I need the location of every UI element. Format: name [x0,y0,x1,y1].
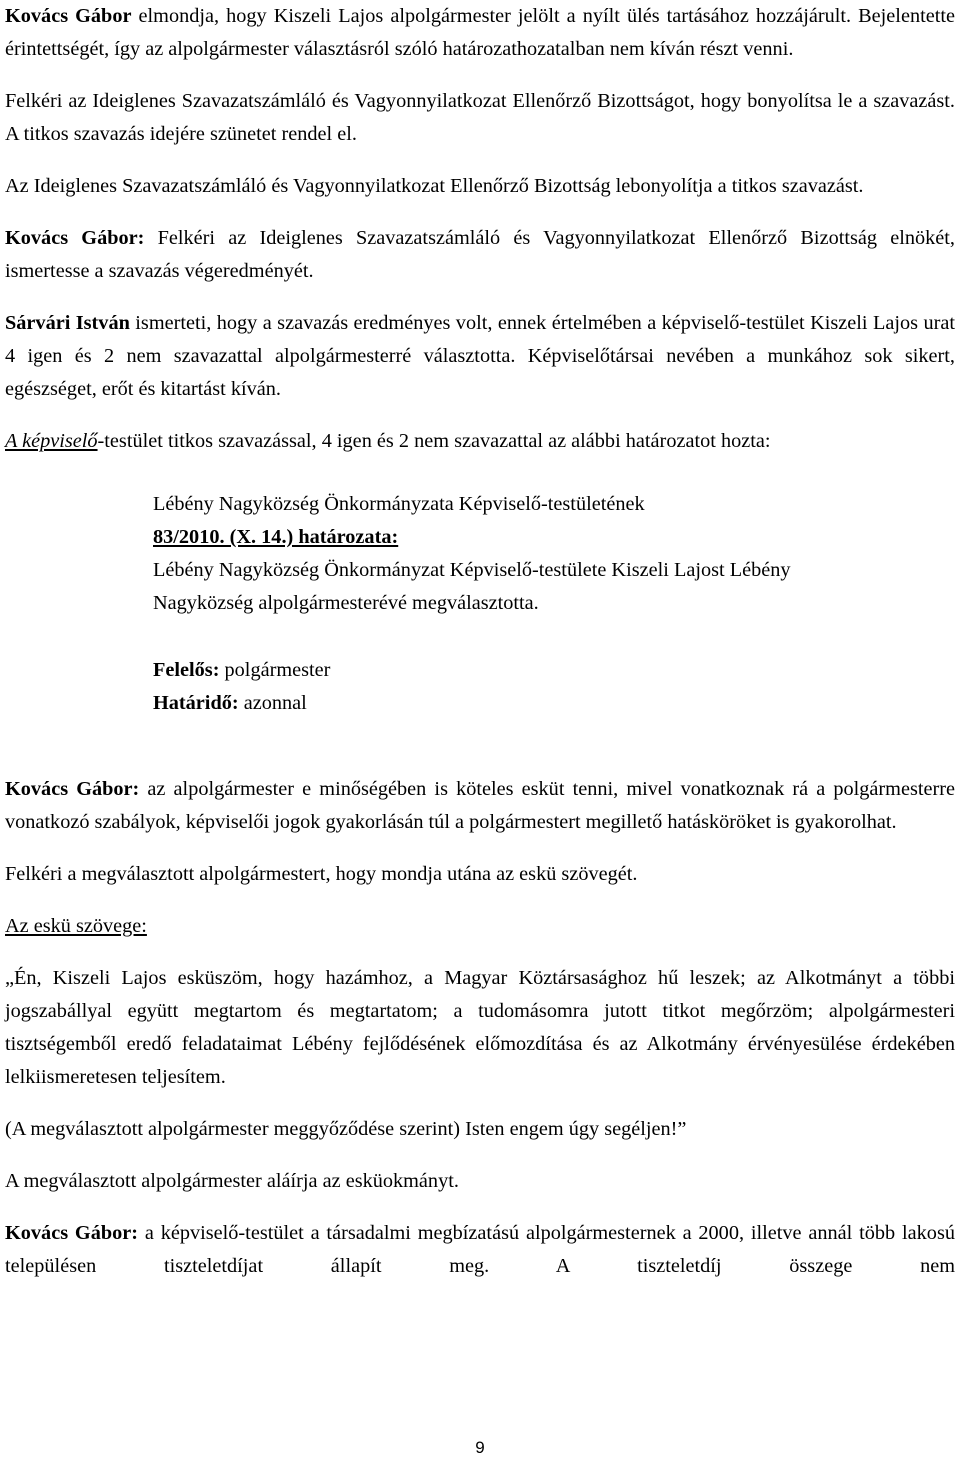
paragraph-oath-signed: A megválasztott alpolgármester aláírja az esküokmányt. [5,1170,459,1192]
resolution-block [153,488,853,620]
deadline-line [153,687,955,720]
paragraph-vote-request: Felkéri az Ideiglenes Szavazatszámláló és Vagyonnyilatkozat Ellenőrző Bizottságot, hogy bonyolítsa le a szavazást. A titkos szavazás idejére szünetet rendel el. [5,90,955,145]
paragraph-text: -testület titkos szavazással, 4 igen és 2 nem szavazattal az alábbi határozatot hozta: [97,430,771,452]
speaker-name: Kovács Gábor: [5,1222,139,1244]
speaker-name: Kovács Gábor [5,5,132,27]
paragraph-text: ismerteti, hogy a szavazás eredményes volt, ennek értelmében a képviselő-testület Kiszeli Lajos urat 4 igen és 2 nem szavazattal alpolgármesterré választotta. Képviselőtársai nevében a munkához sok sikert, egészséget, erőt és kitartást kíván. [5,312,956,400]
oath-text: „Én, Kiszeli Lajos esküszöm, hogy hazámhoz, a Magyar Köztársasághoz hű leszek; az Alkotmányt a többi jogszabállyal együtt megtartom és megtartatom; a tudomásomra jutott titkot megőrzöm; alpolgármesteri tisztségemből eredő feladataimat Lébény fejlődésének előmozdítása és az Alkotmány érvényesülése érdekében lelkiismeretesen teljesítem. [5,967,955,1088]
resolution-number: 83/2010. (X. 14.) határozata: [153,526,399,548]
speaker-name: Kovács Gábor: [5,778,140,800]
speaker-name: Sárvári István [5,312,130,334]
document-body [5,0,955,1283]
paragraph-text: Felkéri az Ideiglenes Szavazatszámláló és Vagyonnyilatkozat Ellenőrző Bizottság elnökét, ismertesse a szavazás végeredményét. [5,227,955,282]
page-number: 9 [475,1438,485,1457]
paragraph-result-request [5,222,955,288]
responsibility-block [153,654,955,720]
resolution-issuer: Lébény Nagyközség Önkormányzata Képviselő-testületének [153,493,645,515]
paragraph-oath-requirement [5,773,955,839]
responsible-line [153,654,955,687]
paragraph-oath-request: Felkéri a megválasztott alpolgármestert, hogy mondja utána az eskü szövegét. [5,863,638,885]
oath-closing: (A megválasztott alpolgármester meggyőződése szerint) Isten engem úgy segéljen!” [5,1118,687,1140]
paragraph-text: elmondja, hogy Kiszeli Lajos alpolgármester jelölt a nyílt ülés tartásához hozzájárult. Bejelentette érintettségét, így az alpolgármester választásról szóló határozathozatalban nem kíván részt venni. [5,5,955,60]
paragraph-text: az alpolgármester e minőségében is köteles esküt tenni, mivel vonatkoznak rá a polgármesterre vonatkozó szabályok, képviselői jogok gyakorlásán túl a polgármestert megillető hatásköröket is gyakorolhat. [5,778,955,833]
paragraph-decision-intro [5,425,955,458]
paragraph-announcement [5,0,955,66]
paragraph-honorarium [5,1217,955,1283]
speaker-name: Kovács Gábor: [5,227,145,249]
responsible-label: Felelős: [153,659,220,681]
deadline-value: azonnal [238,692,307,714]
responsible-value: polgármester [219,659,331,681]
oath-heading: Az eskü szövege: [5,915,147,937]
deadline-label: Határidő: [153,692,239,714]
paragraph-text: a képviselő-testület a társadalmi megbízatású alpolgármesternek a 2000, illetve annál több lakosú településen tiszteletdíjat állapít meg. A tiszteletdíj összege nem [5,1222,955,1277]
resolution-body: Lébény Nagyközség Önkormányzat Képviselő-testülete Kiszeli Lajost Lébény Nagyközség alpolgármesterévé megválasztotta. [153,559,791,614]
paragraph-vote-conducted: Az Ideiglenes Szavazatszámláló és Vagyonnyilatkozat Ellenőrző Bizottság lebonyolítja a titkos szavazást. [5,175,864,197]
italic-phrase: A képviselő [5,430,98,452]
paragraph-result [5,307,955,406]
